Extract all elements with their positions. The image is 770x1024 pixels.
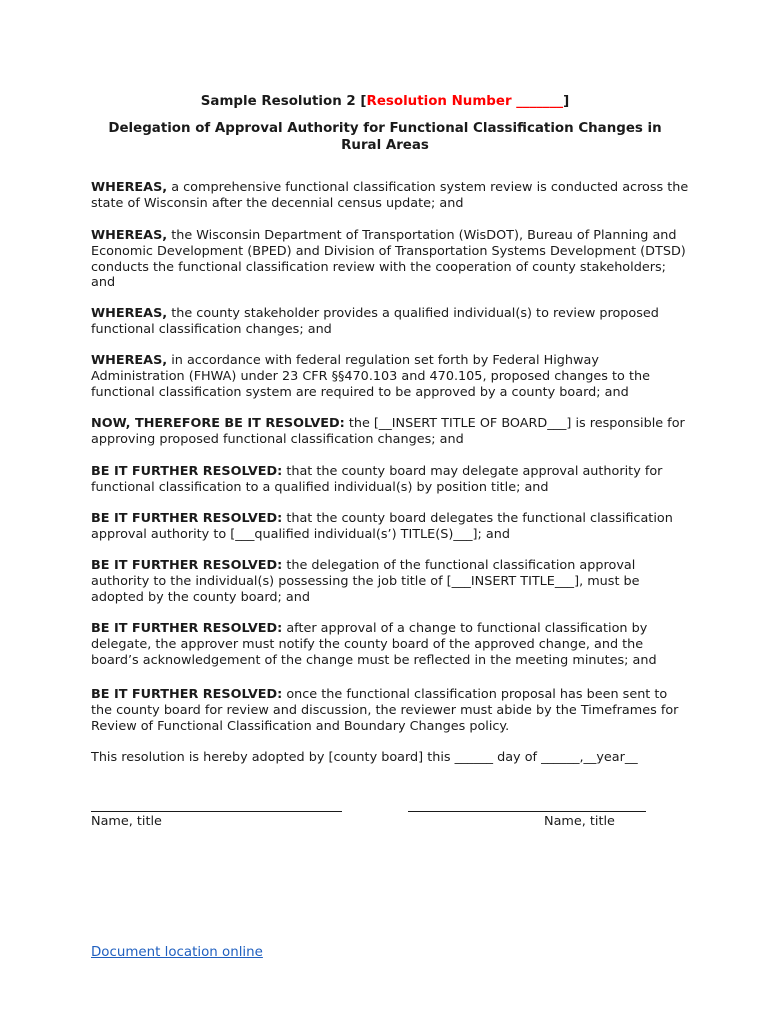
signature-line-right xyxy=(408,811,646,812)
resolution-number-placeholder: Resolution Number _______ xyxy=(366,94,564,109)
paragraph-lead: BE IT FURTHER RESOLVED: xyxy=(91,687,283,702)
paragraph-further-5 xyxy=(91,687,691,734)
paragraph-text: the [__INSERT TITLE OF BOARD___] is responsible for approving proposed functional classification changes; and xyxy=(91,416,685,447)
paragraph-text: in accordance with federal regulation set forth by Federal Highway Administration (FHWA) under 23 CFR §§470.103 and 470.105, proposed changes to the functional classification system are required to be approved by a county board; and xyxy=(91,353,650,400)
paragraph-whereas-2 xyxy=(91,228,691,291)
paragraph-lead: NOW, THEREFORE BE IT RESOLVED: xyxy=(91,416,345,431)
paragraph-text: once the functional classification proposal has been sent to the county board for review and discussion, the reviewer must abide by the Timeframes for Review of Functional Classification and Boundary Changes policy. xyxy=(91,687,679,734)
paragraph-lead: WHEREAS, xyxy=(91,180,168,195)
paragraph-lead: BE IT FURTHER RESOLVED: xyxy=(91,464,283,479)
paragraph-lead: WHEREAS, xyxy=(91,353,168,368)
paragraph-text: a comprehensive functional classification system review is conducted across the state of Wisconsin after the decennial census update; and xyxy=(91,180,689,211)
signature-line-left xyxy=(91,811,342,812)
adoption-statement xyxy=(91,750,691,766)
paragraph-text: the Wisconsin Department of Transportation (WisDOT), Bureau of Planning and Economic Development (BPED) and Division of Transportation Systems Development (DTSD) conducts the functional classification review with the cooperation of county stakeholders; and xyxy=(91,228,686,291)
paragraph-now-therefore xyxy=(91,416,691,448)
paragraph-text: after approval of a change to functional classification by delegate, the approver must notify the county board of the approved change, and the board’s acknowledgement of the change must be reflected in the meeting minutes; and xyxy=(91,621,657,668)
paragraph-lead: WHEREAS, xyxy=(91,306,168,321)
paragraph-text: that the county board delegates the functional classification approval authority to [___qualified individual(s’) TITLE(S)___]; and xyxy=(91,511,673,542)
paragraph-lead: BE IT FURTHER RESOLVED: xyxy=(91,621,283,636)
signature-label-left: Name, title xyxy=(91,814,162,829)
signature-label-right: Name, title xyxy=(544,814,615,829)
paragraph-text: that the county board may delegate approval authority for functional classification to a qualified individual(s) by position title; and xyxy=(91,464,663,495)
paragraph-further-2 xyxy=(91,511,691,543)
paragraph-text: the county stakeholder provides a qualified individual(s) to review proposed functional classification changes; and xyxy=(91,306,659,337)
paragraph-further-4 xyxy=(91,621,691,668)
paragraph-further-3 xyxy=(91,558,691,605)
paragraph-lead: WHEREAS, xyxy=(91,228,168,243)
paragraph-further-1 xyxy=(91,464,691,496)
paragraph-whereas-1 xyxy=(91,180,691,212)
resolution-subtitle: Delegation of Approval Authority for Functional Classification Changes in Rural Areas xyxy=(108,121,662,153)
resolution-title xyxy=(0,93,770,110)
paragraph-whereas-3 xyxy=(91,306,691,338)
title-suffix: ] xyxy=(563,94,570,109)
title-prefix: Sample Resolution 2 [ xyxy=(200,94,367,109)
paragraph-lead: BE IT FURTHER RESOLVED: xyxy=(91,511,283,526)
paragraph-lead: BE IT FURTHER RESOLVED: xyxy=(91,558,283,573)
paragraph-text: the delegation of the functional classification approval authority to the individual(s) possessing the job title of [___INSERT TITLE___], must be adopted by the county board; and xyxy=(91,558,640,605)
paragraph-whereas-4 xyxy=(91,353,691,400)
document-location-link[interactable]: Document location online xyxy=(91,945,263,960)
adoption-text: This resolution is hereby adopted by [county board] this ______ day of ______,__year__ xyxy=(91,750,638,765)
